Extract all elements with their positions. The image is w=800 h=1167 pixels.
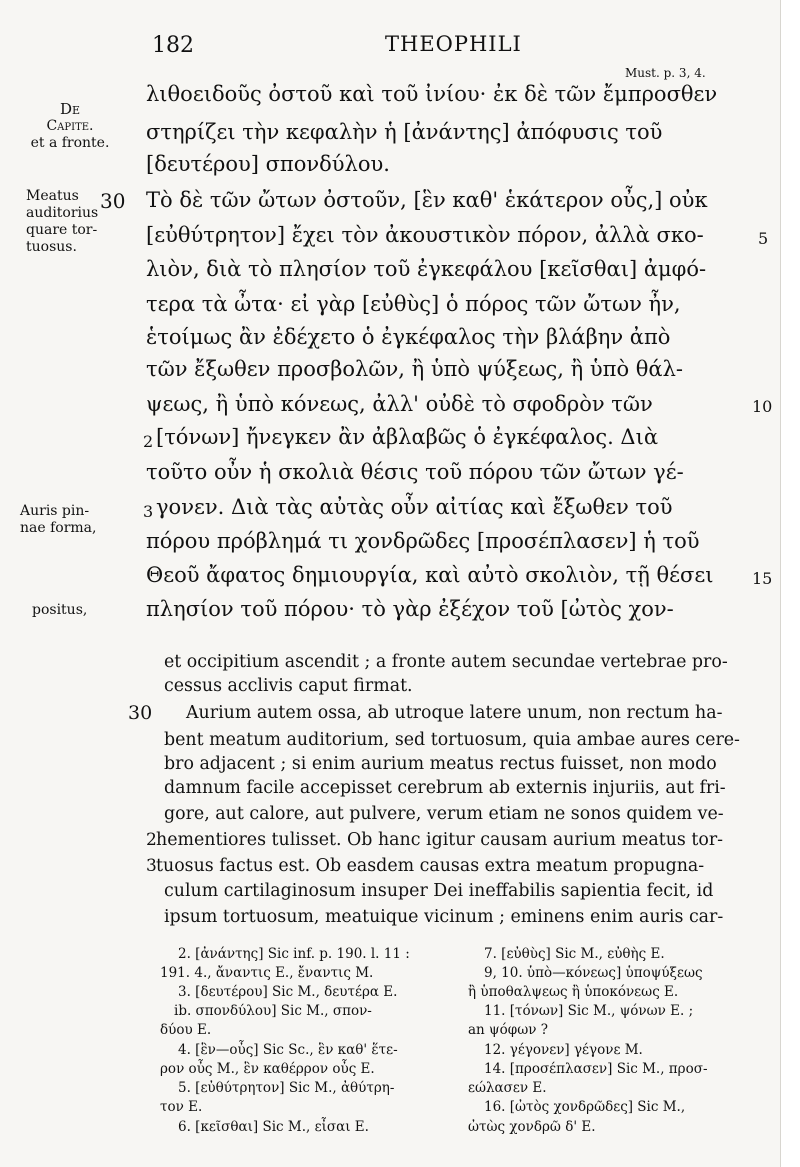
greek-line: τῶν ἔξωθεν προσβολῶν, ἢ ὑπὸ ψύξεως, ἢ ὑπὸ θάλ-	[146, 357, 683, 381]
greek-line: λιθοειδοῦς ὀστοῦ καὶ τοῦ ἰνίου· ἐκ δὲ τῶν ἔμπροσθεν	[146, 82, 718, 106]
sidenote-line: positus,	[32, 602, 88, 618]
greek-line: Θεοῦ ἄφατος δημιουργία, καὶ αὐτὸ σκολιὸν, τῇ θέσει	[146, 563, 714, 587]
greek-line: [εὐθύτρητον] ἔχει τὸν ἀκουστικὸν πόρον, ἀλλὰ σκο-	[146, 223, 704, 247]
running-title: THEOPHILI	[385, 32, 522, 56]
greek-line: στηρίζει τὴν κεφαλὴν ἡ [ἀνάντης] ἀπόφυσις τοῦ	[146, 120, 663, 144]
greek-line: πλησίον τοῦ πόρου· τὸ γὰρ ἐξέχον τοῦ [ὠτὸς χον-	[146, 597, 674, 621]
footnote-mark: 3	[143, 502, 154, 521]
footnote-line: an ψόφων ?	[468, 1022, 548, 1038]
footnote-line: 12. γέγονεν] γέγονε M.	[484, 1042, 643, 1058]
greek-line: γονεν. Διὰ τὰς αὐτὰς οὖν αἰτίας καὶ ἔξωθεν τοῦ	[156, 495, 673, 519]
footnote-line: δύου E.	[160, 1022, 212, 1038]
greek-line: Τὸ δὲ τῶν ὤτων ὀστοῦν, [ἓν καθ' ἑκάτερον οὖς,] οὐκ	[146, 188, 708, 212]
sidenote-de-capite	[14, 101, 126, 152]
latin-line: bro adjacent ; si enim aurium meatus rectus fuisset, non modo	[164, 754, 717, 774]
latin-line: tuosus factus est. Ob easdem causas extra meatum propugna-	[156, 856, 705, 876]
footnote-line: 16. [ὠτὸς χονδρῶδες] Sic M.,	[484, 1099, 686, 1115]
footnote-line: ib. σπονδύλου] Sic M., σπον-	[174, 1003, 372, 1019]
footnote-line: 4. [ἓν—οὖς] Sic Sc., ἓν καθ' ἕτε-	[178, 1042, 398, 1058]
line-number: 10	[752, 397, 773, 416]
footnote-line: 9, 10. ὑπὸ—κόνεως] ὑποψύξεως	[484, 965, 703, 981]
sidenote-line: De	[59, 100, 81, 118]
greek-line: πόρου πρόβλημά τι χονδρῶδες [προσέπλασεν] ἡ τοῦ	[146, 529, 700, 553]
line-number: 15	[752, 569, 773, 588]
greek-line: ψεως, ἢ ὑπὸ κόνεως, ἀλλ' οὐδὲ τὸ σφοδρὸν τῶν	[146, 392, 653, 416]
greek-line: λιὸν, διὰ τὸ πλησίον τοῦ ἐγκεφάλου [κεῖσθαι] ἀμφό-	[146, 257, 707, 281]
latin-line: hementiores tulisset. Ob hanc igitur causam aurium meatus tor-	[156, 830, 724, 850]
footnote-line: 7. [εὐθὺς] Sic M., εὐθὴς E.	[484, 946, 665, 962]
footnote-line: 2. [ἀνάντης] Sic inf. p. 190. l. 11 :	[178, 946, 410, 962]
page-number: 182	[152, 33, 194, 58]
footnote-line: εώλασεν E.	[468, 1080, 547, 1096]
latin-line: ipsum tortuosum, meatuique vicinum ; eminens enim auris car-	[164, 907, 724, 927]
line-number: 5	[758, 229, 769, 248]
greek-line: ἑτοίμως ἂν ἐδέχετο ὁ ἐγκέφαλος τὴν βλάβην ἀπὸ	[146, 325, 671, 349]
footnote-line: τον E.	[160, 1099, 203, 1115]
section-number: 30	[128, 702, 153, 724]
page-edge	[780, 0, 800, 1167]
latin-line: Aurium autem ossa, ab utroque latere unum, non rectum ha-	[186, 703, 723, 723]
footnote-line: ὠτὼς χονδρῶ δ' E.	[468, 1119, 596, 1135]
sidenote-auris	[20, 503, 132, 537]
footnote-mark: 2	[143, 432, 154, 451]
sidenote-line: nae forma,	[20, 520, 97, 536]
footnote-line: ρον οὖς M., ἓν καθέρρον οὖς E.	[160, 1061, 375, 1077]
sidenote-line: et a fronte.	[30, 135, 110, 151]
footnote-line: 11. [τόνων] Sic M., ψόνων E. ;	[484, 1003, 694, 1019]
latin-line: culum cartilaginosum insuper Dei ineffabilis sapientia fecit, id	[164, 881, 714, 901]
footnote-line: 3. [δευτέρου] Sic M., δευτέρα E.	[178, 984, 398, 1000]
source-reference: Must. p. 3, 4.	[625, 66, 706, 80]
sidenote-positus	[32, 602, 144, 619]
footnote-mark: 3	[146, 856, 157, 876]
sidenote-line: Meatus	[26, 188, 79, 204]
sidenote-line: auditorius	[26, 205, 99, 221]
latin-line: bent meatum auditorium, sed tortuosum, quia ambae aures cere-	[164, 730, 740, 750]
footnote-line: 191. 4., ἄναντις E., ἔναντις M.	[160, 965, 374, 981]
latin-line: gore, aut calore, aut pulvere, verum etiam ne sonos quidem ve-	[164, 804, 724, 824]
sidenote-line: tuosus.	[26, 239, 77, 255]
footnote-line: 5. [εὐθύτρητον] Sic M., ἀθύτρη-	[178, 1080, 395, 1096]
footnote-mark: 2	[146, 830, 157, 850]
latin-line: damnum facile accepisset cerebrum ab externis injuriis, aut fri-	[164, 778, 726, 798]
greek-line: [δευτέρου] σπονδύλου.	[146, 152, 390, 176]
greek-line: [τόνων] ἤνεγκεν ἂν ἀβλαβῶς ὁ ἐγκέφαλος. Διὰ	[156, 425, 659, 449]
footnote-line: 14. [προσέπλασεν] Sic M., προσ-	[484, 1061, 708, 1077]
sidenote-line: quare tor-	[26, 222, 98, 238]
footnote-line: 6. [κεῖσθαι] Sic M., εἶσαι E.	[178, 1119, 369, 1135]
section-number: 30	[100, 189, 126, 213]
sidenote-line: Capite.	[46, 118, 94, 134]
footnote-line: ἢ ὑποθαλψεως ἢ ὑποκόνεως E.	[468, 984, 679, 1000]
greek-line: τοῦτο οὖν ἡ σκολιὰ θέσις τοῦ πόρου τῶν ὤτων γέ-	[146, 460, 684, 484]
sidenote-line: Auris pin-	[20, 503, 90, 519]
greek-line: τερα τὰ ὦτα· εἰ γὰρ [εὐθὺς] ὁ πόρος τῶν ὤτων ἦν,	[146, 292, 681, 316]
latin-line: cessus acclivis caput firmat.	[164, 676, 413, 696]
latin-line: et occipitium ascendit ; a fronte autem secundae vertebrae pro-	[164, 652, 728, 672]
